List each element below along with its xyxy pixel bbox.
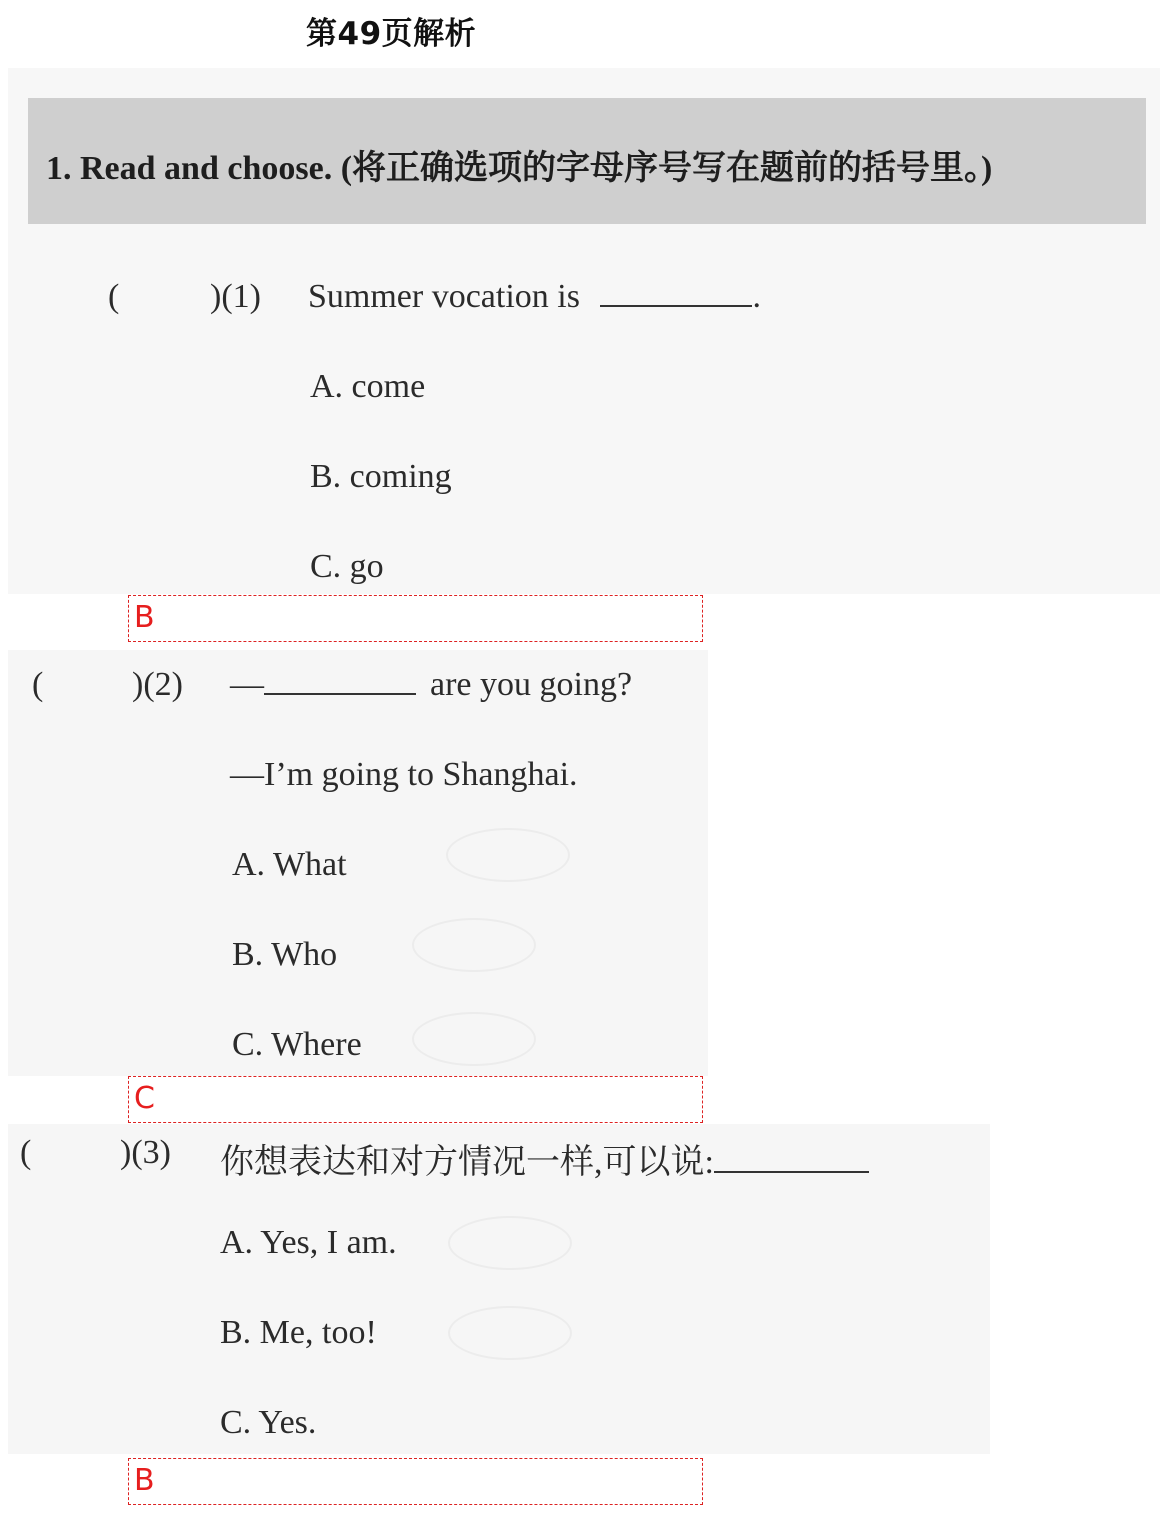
question-1-number: )(1) bbox=[210, 278, 261, 315]
question-1-blank bbox=[600, 304, 752, 307]
question-2-reply: —I’m going to Shanghai. bbox=[230, 756, 578, 793]
question-1-option-c: C. go bbox=[310, 548, 384, 585]
scan-block-question-2 bbox=[8, 650, 708, 1076]
question-3-number: )(3) bbox=[120, 1134, 171, 1171]
question-1-stem bbox=[308, 278, 761, 316]
bleed-through-mark bbox=[412, 1012, 536, 1066]
question-1-answer: B bbox=[134, 600, 155, 635]
question-2-after-blank: are you going? bbox=[430, 666, 633, 703]
question-3-option-a: A. Yes, I am. bbox=[220, 1224, 397, 1261]
question-1-option-a: A. come bbox=[310, 368, 426, 405]
question-2-answer: C bbox=[134, 1081, 155, 1116]
question-3-option-c: C. Yes. bbox=[220, 1404, 317, 1441]
bleed-through-mark bbox=[448, 1306, 572, 1360]
question-3-answer: B bbox=[134, 1463, 155, 1498]
question-2-answer-box bbox=[128, 1076, 703, 1123]
question-3-blank bbox=[714, 1170, 869, 1173]
bleed-through-mark bbox=[448, 1216, 572, 1270]
question-1-option-b: B. coming bbox=[310, 458, 452, 495]
question-2-open-paren: ( bbox=[32, 666, 44, 703]
question-2-blank bbox=[264, 692, 416, 695]
question-2-option-c: C. Where bbox=[232, 1026, 362, 1063]
question-1-stem-text: Summer vocation is bbox=[308, 278, 580, 315]
question-1-open-paren: ( bbox=[108, 278, 120, 315]
question-3-stem bbox=[220, 1134, 869, 1183]
question-1-after-blank: . bbox=[752, 278, 761, 315]
question-2-option-b: B. Who bbox=[232, 936, 338, 973]
question-2-option-a: A. What bbox=[232, 846, 347, 883]
question-2-stem bbox=[230, 666, 632, 704]
question-2-number: )(2) bbox=[132, 666, 183, 703]
bleed-through-mark bbox=[412, 918, 536, 972]
question-3-stem-text: 你想表达和对方情况一样,可以说: bbox=[220, 1144, 714, 1181]
bleed-through-mark bbox=[446, 828, 570, 882]
question-3-open-paren: ( bbox=[20, 1134, 32, 1171]
question-3-option-b: B. Me, too! bbox=[220, 1314, 377, 1351]
question-3-answer-box bbox=[128, 1458, 703, 1505]
section-heading: 1. Read and choose. (将正确选项的字母序号写在题前的括号里。) bbox=[46, 150, 993, 187]
question-1-answer-box bbox=[128, 595, 703, 642]
question-2-stem-text: — bbox=[230, 666, 264, 703]
page-title: 第49页解析 bbox=[306, 16, 477, 52]
